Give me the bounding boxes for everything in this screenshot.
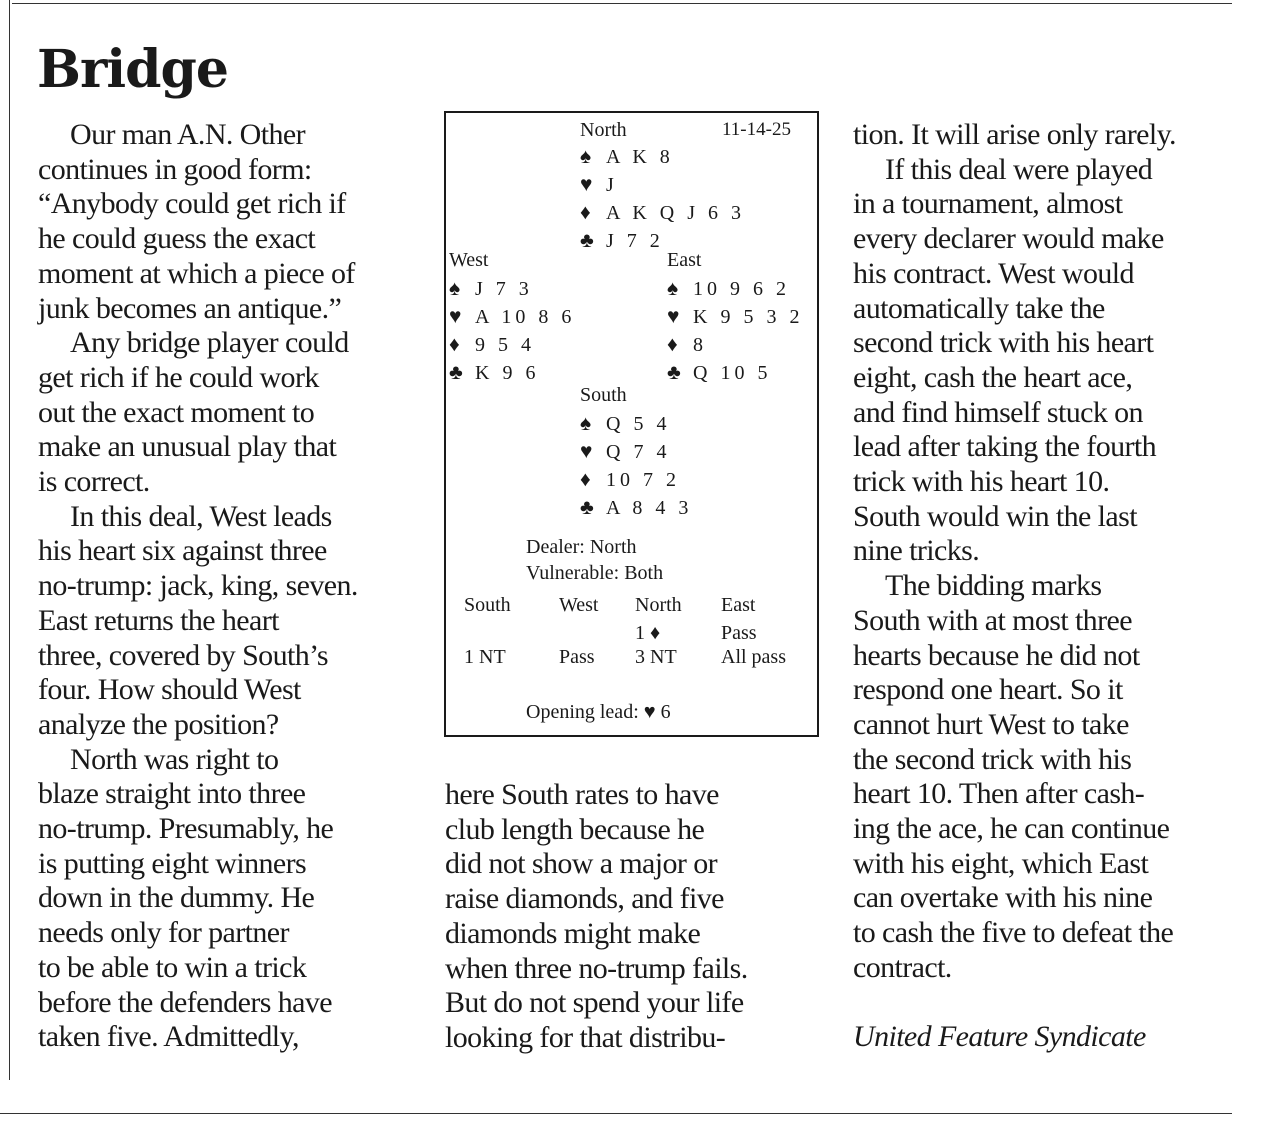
north-clubs-holding <box>580 228 664 253</box>
text-line: second trick with his heart <box>853 326 1154 360</box>
west-clubs-holding <box>449 360 539 385</box>
text-line: no-trump. Presumably, he <box>38 812 334 846</box>
text-line: out the exact moment to <box>38 395 315 429</box>
south-diamonds-holding <box>580 467 680 492</box>
west-diamonds-holding <box>449 332 535 357</box>
text-line: If this deal were played <box>885 152 1153 186</box>
north-label: North <box>580 119 627 141</box>
text-line: club length because he <box>445 812 705 846</box>
text-line: eight, cash the heart ace, <box>853 360 1133 394</box>
bid-cell: Pass <box>721 622 757 644</box>
south-clubs-holding <box>580 495 692 520</box>
bridge-deal-diagram <box>444 111 819 737</box>
text-line: down in the dummy. He <box>38 881 315 915</box>
deal-date: 11-14-25 <box>722 119 791 140</box>
vulnerable-info: Vulnerable: Both <box>526 562 664 584</box>
text-line: taken five. Admittedly, <box>38 1020 299 1054</box>
text-line: respond one heart. So it <box>853 673 1123 707</box>
text-line: raise diamonds, and five <box>445 882 724 916</box>
text-line: to cash the five to defeat the <box>853 916 1174 950</box>
east-label: East <box>667 249 702 271</box>
text-line: with his eight, which East <box>853 846 1149 880</box>
bidding-header: South <box>464 594 511 616</box>
card-list: 10 9 6 2 <box>693 278 790 300</box>
paragraph <box>38 743 433 1055</box>
text-line: “Anybody could get rich if <box>38 187 346 221</box>
article-column-2 <box>445 778 825 1056</box>
south-hearts-holding <box>580 439 670 464</box>
text-line: and find himself stuck on <box>853 395 1143 429</box>
text-line: to be able to win a trick <box>38 950 307 984</box>
text-line: continues in good form: <box>38 152 312 186</box>
card-list: Q 5 4 <box>606 413 671 435</box>
text-line: North was right to <box>70 742 279 776</box>
text-line: his heart six against three <box>38 534 327 568</box>
club-suit-icon: ♣ <box>580 495 594 519</box>
east-clubs-holding <box>667 360 771 385</box>
spade-suit-icon: ♠ <box>580 411 592 435</box>
text-line: South with at most three <box>853 603 1132 637</box>
text-line: hearts because he did not <box>853 638 1140 672</box>
spade-suit-icon: ♠ <box>667 276 679 300</box>
spade-suit-icon: ♠ <box>449 276 461 300</box>
text-line: moment at which a piece of <box>38 256 355 290</box>
text-line: analyze the position? <box>38 707 279 741</box>
text-line: East returns the heart <box>38 603 279 637</box>
article-column-3 <box>853 118 1243 1055</box>
card-list: Q 7 4 <box>606 441 671 463</box>
article-column-1 <box>38 118 433 1055</box>
bid-cell: Pass <box>559 646 595 668</box>
heart-suit-icon: ♥ <box>580 172 593 196</box>
north-spades-holding <box>580 144 674 169</box>
card-list: A K 8 <box>606 146 674 168</box>
text-line: Any bridge player could <box>70 326 349 360</box>
text-line: South would win the last <box>853 499 1137 533</box>
text-line: the second trick with his <box>853 742 1132 776</box>
text-line: junk becomes an antique.” <box>38 291 342 325</box>
text-line: can overtake with his nine <box>853 881 1153 915</box>
paragraph <box>38 326 433 500</box>
syndicate-credit: United Feature Syndicate <box>853 1020 1146 1054</box>
text-line: tion. It will arise only rarely. <box>853 118 1176 151</box>
text-line: contract. <box>853 950 952 984</box>
club-suit-icon: ♣ <box>449 360 463 384</box>
text-line: get rich if he could work <box>38 360 319 394</box>
bottom-rule <box>0 1113 1232 1114</box>
diamond-suit-icon: ♦ <box>449 332 460 356</box>
text-line: In this deal, West leads <box>70 499 332 533</box>
east-diamonds-holding <box>667 332 707 357</box>
text-line: every declarer would make <box>853 222 1164 256</box>
club-suit-icon: ♣ <box>667 360 681 384</box>
left-rule <box>9 0 10 1080</box>
bid-cell: 1 ♦ <box>635 622 661 644</box>
paragraph <box>853 569 1243 985</box>
card-list: J <box>606 174 618 196</box>
opening-lead: Opening lead: ♥ 6 <box>526 701 671 723</box>
diamond-suit-icon: ♦ <box>580 200 591 224</box>
text-line: three, covered by South’s <box>38 638 328 672</box>
west-hearts-holding <box>449 304 575 329</box>
card-list: K 9 5 3 2 <box>693 306 804 328</box>
bid-cell: All pass <box>721 646 786 668</box>
west-spades-holding <box>449 276 533 301</box>
text-line: cannot hurt West to take <box>853 707 1129 741</box>
north-diamonds-holding <box>580 200 745 225</box>
text-line: nine tricks. <box>853 534 980 568</box>
text-line: before the defenders have <box>38 985 332 1019</box>
card-list: A K Q J 6 3 <box>606 202 746 224</box>
top-rule <box>12 3 1232 4</box>
paragraph <box>853 153 1243 569</box>
card-list: Q 10 5 <box>693 362 772 384</box>
text-line: here South rates to have <box>445 778 719 811</box>
card-list: 8 <box>693 334 707 356</box>
text-line: The bidding marks <box>885 569 1102 603</box>
heart-suit-icon: ♥ <box>580 439 593 463</box>
bidding-header: East <box>721 594 756 616</box>
card-list: J 7 3 <box>475 278 533 300</box>
north-hearts-holding <box>580 172 618 197</box>
text-line: his contract. West would <box>853 256 1134 290</box>
paragraph <box>38 118 433 326</box>
east-hearts-holding <box>667 304 803 329</box>
dealer-info: Dealer: North <box>526 536 637 558</box>
text-line: when three no-trump fails. <box>445 951 748 985</box>
heart-suit-icon: ♥ <box>667 304 680 328</box>
card-list: A 8 4 3 <box>606 497 693 519</box>
card-list: 10 7 2 <box>606 469 680 491</box>
card-list: J 7 2 <box>606 230 664 252</box>
bidding-header: North <box>635 594 682 616</box>
card-list: 9 5 4 <box>475 334 535 356</box>
text-line: he could guess the exact <box>38 222 316 256</box>
text-line: trick with his heart 10. <box>853 465 1110 499</box>
text-line: did not show a major or <box>445 847 717 881</box>
bid-cell: 1 NT <box>464 646 506 668</box>
bidding-header: West <box>559 594 599 616</box>
diamond-suit-icon: ♦ <box>580 467 591 491</box>
spade-suit-icon: ♠ <box>580 144 592 168</box>
headline: Bridge <box>37 39 228 100</box>
text-line: needs only for partner <box>38 916 289 950</box>
south-spades-holding <box>580 411 670 436</box>
heart-suit-icon: ♥ <box>449 304 462 328</box>
text-line: blaze straight into three <box>38 777 306 811</box>
club-suit-icon: ♣ <box>580 228 594 252</box>
south-label: South <box>580 384 627 406</box>
paragraph <box>853 118 1243 153</box>
bid-cell: 3 NT <box>635 646 677 668</box>
paragraph <box>38 500 433 743</box>
text-line: heart 10. Then after cash- <box>853 777 1145 811</box>
text-line: lead after taking the fourth <box>853 430 1157 464</box>
east-spades-holding <box>667 276 790 301</box>
text-line: ing the ace, he can continue <box>853 812 1170 846</box>
text-line: looking for that distribu- <box>445 1020 726 1054</box>
card-list: A 10 8 6 <box>475 306 576 328</box>
text-line: is correct. <box>38 465 150 499</box>
diamond-suit-icon: ♦ <box>667 332 678 356</box>
text-line: no-trump: jack, king, seven. <box>38 569 358 603</box>
text-line: is putting eight winners <box>38 846 307 880</box>
text-line: in a tournament, almost <box>853 187 1123 221</box>
text-line: automatically take the <box>853 291 1105 325</box>
paragraph <box>445 778 825 1056</box>
text-line: diamonds might make <box>445 916 701 950</box>
west-label: West <box>449 249 489 271</box>
text-line: make an unusual play that <box>38 430 337 464</box>
text-line: But do not spend your life <box>445 986 744 1020</box>
text-line: Our man A.N. Other <box>70 118 305 151</box>
text-line: four. How should West <box>38 673 301 707</box>
card-list: K 9 6 <box>475 362 540 384</box>
